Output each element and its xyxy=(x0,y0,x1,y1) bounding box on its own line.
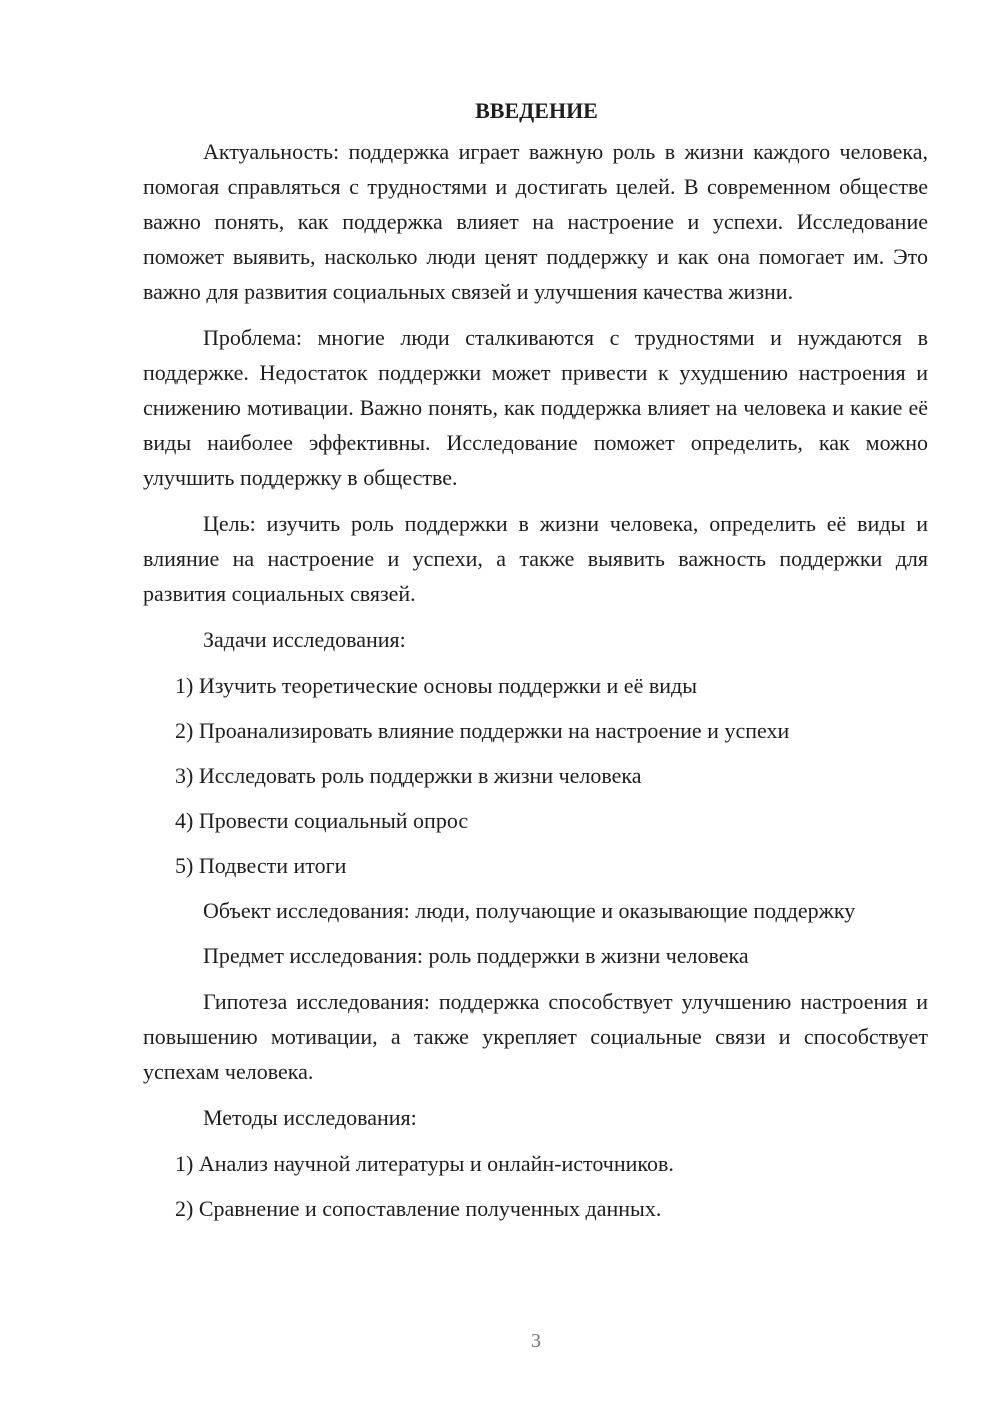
hypothesis-paragraph: Гипотеза исследования: поддержка способствует улучшению настроения и повышению мотивации, а также укрепляет социальные связи и способствует успехам человека. xyxy=(143,989,928,1084)
task-item: 5) Подвести итоги xyxy=(175,853,347,878)
document-page xyxy=(143,94,928,1236)
method-item: 2) Сравнение и сопоставление полученных данных. xyxy=(175,1196,662,1221)
subject-paragraph: Предмет исследования: роль поддержки в жизни человека xyxy=(203,943,749,968)
relevance-paragraph: Актуальность: поддержка играет важную роль в жизни каждого человека, помогая справляться с трудностями и достигать целей. В современном обществе важно понять, как поддержка влияет на настроение и успехи. Исследование поможет выявить, насколько люди ценят поддержку и как она помогает им. Это важно для развития социальных связей и улучшения качества жизни. xyxy=(143,139,928,304)
methods-list xyxy=(143,1146,928,1226)
object-paragraph: Объект исследования: люди, получающие и оказывающие поддержку xyxy=(203,898,856,923)
task-item: 3) Исследовать роль поддержки в жизни человека xyxy=(175,763,642,788)
task-item: 1) Изучить теоретические основы поддержки и её виды xyxy=(175,673,697,698)
tasks-heading: Задачи исследования: xyxy=(203,627,406,652)
method-item: 1) Анализ научной литературы и онлайн-источников. xyxy=(175,1151,674,1176)
problem-paragraph: Проблема: многие люди сталкиваются с трудностями и нуждаются в поддержке. Недостаток поддержки может привести к ухудшению настроения и снижению мотивации. Важно понять, как поддержка влияет на человека и какие её виды наиболее эффективны. Исследование поможет определить, как можно улучшить поддержку в обществе. xyxy=(143,325,928,490)
task-item: 2) Проанализировать влияние поддержки на настроение и успехи xyxy=(175,718,790,743)
methods-heading: Методы исследования: xyxy=(203,1105,417,1130)
tasks-list xyxy=(143,668,928,883)
page-title: ВВЕДЕНИЕ xyxy=(475,98,598,123)
task-item: 4) Провести социальный опрос xyxy=(175,808,469,833)
goal-paragraph: Цель: изучить роль поддержки в жизни человека, определить её виды и влияние на настроение и успехи, а также выявить важность поддержки для развития социальных связей. xyxy=(143,511,928,606)
page-number: 3 xyxy=(531,1330,541,1352)
